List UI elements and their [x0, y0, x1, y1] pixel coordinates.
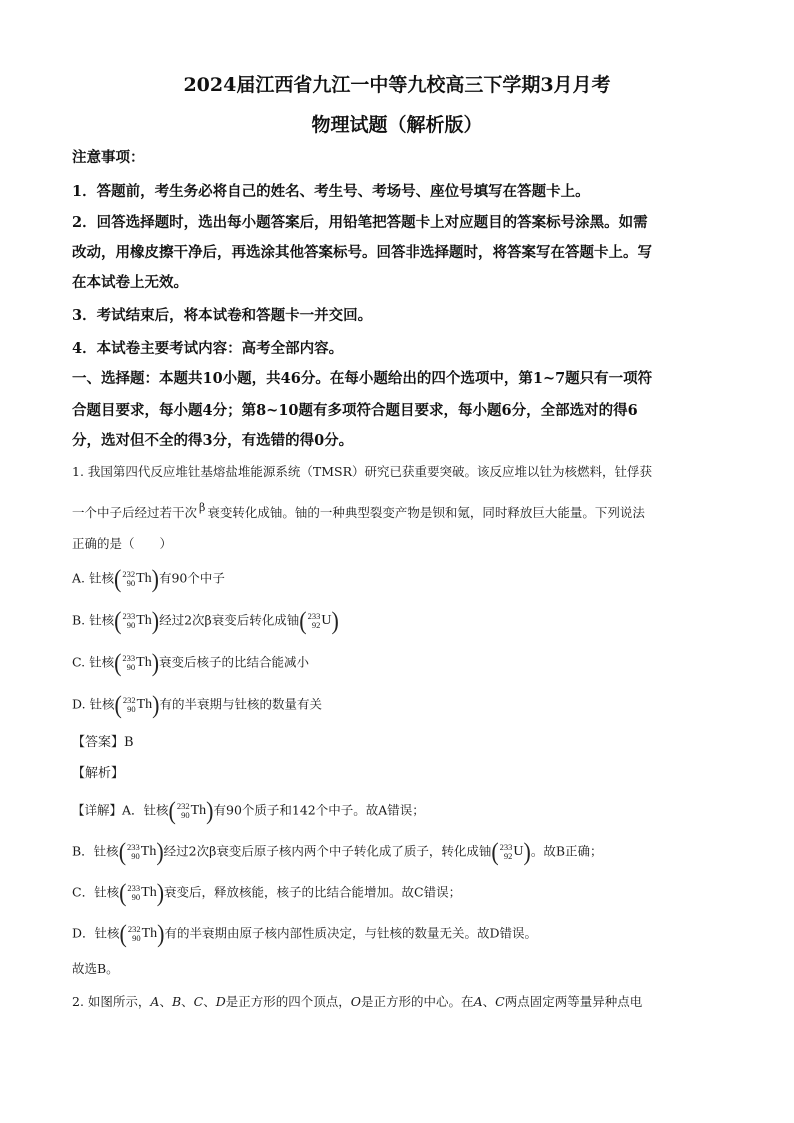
option-a: A. 钍核 ( 232 90 Th ) 有90个中子: [72, 564, 225, 593]
document-title: 2024届江西省九江一中等九校高三下学期3月月考: [183, 74, 611, 96]
detail-a: 【详解】A．钍核 ( 232 90 Th ) 有90个质子和142个中子。故A错误；: [72, 796, 425, 825]
question-2-stem: 2. 如图所示，A、B、C、D是正方形的四个顶点，O是正方形的中心。在A、C两点固定两等量异种点电: [72, 994, 643, 1009]
notice-item: 在本试卷上无效。: [72, 274, 188, 291]
notice-item: 3．考试结束后，将本试卷和答题卡一并交回。: [72, 307, 373, 324]
answer-label: 【答案】B: [72, 735, 134, 750]
question-1-stem: 正确的是（ ）: [72, 536, 173, 551]
section-heading: 一、选择题：本题共10小题，共46分。在每小题给出的四个选项中，第1~7题只有一项符: [72, 370, 653, 387]
nuclide-th233: ( 233 90 Th ): [114, 606, 160, 635]
nuclide-th232: ( 232 90 Th ): [119, 919, 165, 948]
nuclide-th232: ( 232 90 Th ): [114, 690, 160, 719]
nuclide-th232: ( 232 90 Th ): [113, 564, 159, 593]
nuclide-th232: ( 232 90 Th ): [168, 796, 214, 825]
question-1-stem: 一个中子后经过若干次 β 衰变转化成铀。铀的一种典型裂变产物是钡和氪，同时释放巨大能量。下列说法: [72, 501, 645, 520]
conclusion: 故选B。: [72, 961, 119, 976]
nuclide-th233: ( 233 90 Th ): [119, 878, 165, 907]
beta-symbol: β: [199, 501, 206, 514]
nuclide-u233: ( 233 92 U ): [299, 606, 339, 635]
detail-d: D．钍核 ( 232 90 Th ) 有的半衰期由原子核内部性质决定，与钍核的数量无关。故D错误。: [72, 919, 538, 948]
section-heading: 分，选对但不全的得3分，有选错的得0分。: [72, 432, 354, 449]
nuclide-th233: ( 233 90 Th ): [118, 837, 164, 866]
option-d: D. 钍核 ( 232 90 Th ) 有的半衰期与钍核的数量有关: [72, 690, 323, 719]
option-c: C. 钍核 ( 233 90 Th ) 衰变后核子的比结合能减小: [72, 648, 310, 677]
section-heading: 合题目要求，每小题4分；第8~10题有多项符合题目要求，每小题6分，全部选对的得6: [72, 402, 638, 419]
notice-item: 改动，用橡皮擦干净后，再选涂其他答案标号。回答非选择题时，将答案写在答题卡上。写: [72, 244, 652, 261]
notice-item: 2．回答选择题时，选出每小题答案后，用铅笔把答题卡上对应题目的答案标号涂黑。如需: [72, 214, 648, 231]
detail-c: C．钍核 ( 233 90 Th ) 衰变后，释放核能，核子的比结合能增加。故C错误；: [72, 878, 462, 907]
notice-item: 1．答题前，考生务必将自己的姓名、考生号、考场号、座位号填写在答题卡上。: [72, 183, 590, 200]
question-1-stem: 1. 我国第四代反应堆钍基熔盐堆能源系统（TMSR）研究已获重要突破。该反应堆以钍为核燃料，钍俘获: [72, 464, 653, 479]
nuclide-u233: ( 233 92 U ): [491, 837, 531, 866]
option-b: B. 钍核 ( 233 90 Th ) 经过2次β衰变后转化成铀 ( 233 92 U ): [72, 606, 339, 635]
notice-item: 4．本试卷主要考试内容：高考全部内容。: [72, 340, 344, 357]
nuclide-th233: ( 233 90 Th ): [114, 648, 160, 677]
detail-b: B．钍核 ( 233 90 Th ) 经过2次β衰变后原子核内两个中子转化成了质子，转化成铀 ( 233 92 U ) 。故B正确；: [72, 837, 603, 866]
analysis-label: 【解析】: [72, 766, 125, 781]
notice-heading: 注意事项：: [72, 149, 145, 166]
document-subtitle: 物理试题（解析版）: [311, 114, 483, 136]
